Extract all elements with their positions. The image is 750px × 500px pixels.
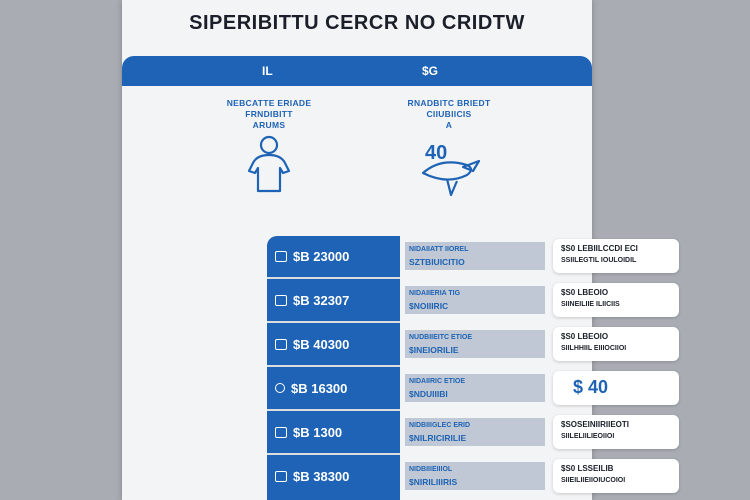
row-detail-bottom: SIILELIILIEOIIOI: [561, 433, 615, 440]
row-detail-top: $S0 LBEOIO: [561, 332, 609, 341]
row-amount: [275, 368, 400, 408]
row-separator: [267, 453, 400, 455]
row-separator: [267, 321, 400, 323]
row-separator: [267, 277, 400, 279]
row-amount: [275, 324, 400, 364]
row-detail-top: $S0 LSSEILIB: [561, 464, 614, 473]
header-band: [122, 56, 592, 86]
comparison-right: [374, 98, 524, 199]
row-description-bottom: $NDUIIIBI: [409, 389, 448, 399]
card-icon: [275, 427, 287, 438]
row-description-top: NIDBIIIEIIIOL: [409, 466, 453, 473]
row-description: [405, 242, 545, 270]
dot-icon: [275, 383, 285, 393]
table-row: [267, 280, 697, 320]
fish-icon: [417, 135, 481, 199]
row-amount: [275, 456, 400, 496]
row-separator: [267, 365, 400, 367]
header-right-label: $G: [422, 64, 439, 78]
row-description: [405, 462, 545, 490]
header-left-label: IL: [262, 64, 273, 78]
row-amount-text: $B 32307: [293, 292, 350, 308]
row-description-bottom: $NOIIIRIC: [409, 301, 449, 311]
row-amount-text: $B 16300: [291, 380, 348, 396]
row-description-bottom: $NILRICIRILIE: [409, 433, 467, 443]
page-title: SIPERIBITTU CERCR NO CRIDTW: [189, 12, 525, 34]
row-amount-text: $B 23000: [293, 248, 350, 264]
card-icon: [275, 295, 287, 306]
row-detail-card: [553, 283, 679, 317]
row-detail-bottom: SIINEILIIE ILIICIIS: [561, 301, 620, 308]
row-description-bottom: $INEIORILIE: [409, 345, 459, 355]
row-description-top: NIDBIIIGLEC ERID: [409, 422, 471, 429]
table-row: [267, 324, 697, 364]
comparison-right-line-1: RNADBITC BRIEDT: [407, 98, 491, 108]
table-row: [267, 368, 697, 408]
row-description-top: NIDAIIERIA TIG: [409, 290, 461, 297]
row-description: [405, 374, 545, 402]
row-description-bottom: $NIRILIIIRIS: [409, 477, 458, 487]
document-page: [122, 0, 638, 500]
row-amount: [275, 236, 400, 276]
row-detail-card: [553, 371, 679, 405]
card-icon: [275, 339, 287, 350]
row-amount: [275, 412, 400, 452]
comparison-right-line-2: CIIUBIICIS: [426, 109, 472, 119]
row-detail-bottom: SIIEILIIEIIOIUCOIOI: [561, 477, 626, 484]
row-detail-card: [553, 327, 679, 361]
data-table: [267, 236, 697, 500]
row-description: [405, 330, 545, 358]
comparison-left-line-3: ARUMS: [252, 120, 286, 130]
row-description-top: NIDAIIRIC ETIOE: [409, 378, 466, 385]
row-detail-top: $S0 LBEOIO: [561, 288, 609, 297]
row-description: [405, 418, 545, 446]
row-detail-card: [553, 415, 679, 449]
row-description-bottom: SZTBIUICITIO: [409, 257, 465, 267]
row-description-top: NUDBIIEITC ETIOE: [409, 334, 473, 341]
row-detail-value: $ 40: [573, 377, 609, 397]
row-detail-bottom: SSIILEGTIL IOULOIDIL: [561, 257, 637, 264]
comparison-left-line-2: FRNDIBITT: [245, 109, 293, 119]
comparison-left-line-1: NEBCATTE ERIADE: [226, 98, 312, 108]
row-description: [405, 286, 545, 314]
row-amount: [275, 280, 400, 320]
comparison-left: [194, 98, 344, 195]
row-detail-bottom: SIILHHIIL EIIIOCIIOI: [561, 345, 627, 352]
row-detail-top: $S0 LEBIILCCDI ECI: [561, 244, 638, 253]
table-row: [267, 412, 697, 452]
table-row: [267, 456, 697, 496]
person-icon: [243, 135, 295, 195]
card-icon: [275, 251, 287, 262]
row-amount-text: $B 38300: [293, 468, 350, 484]
row-detail-top: $SOSEINIIRIIEOTI: [561, 420, 630, 429]
row-separator: [267, 409, 400, 411]
row-amount-text: $B 40300: [293, 336, 350, 352]
row-detail-card: [553, 239, 679, 273]
row-amount-text: $B 1300: [293, 424, 343, 440]
row-description-top: NIDAIIATT IIOREL: [409, 246, 469, 253]
card-icon: [275, 471, 287, 482]
table-row: [267, 236, 697, 276]
comparison-right-value: 40: [425, 142, 448, 164]
row-detail-card: [553, 459, 679, 493]
comparison-right-line-3: A: [445, 120, 453, 130]
